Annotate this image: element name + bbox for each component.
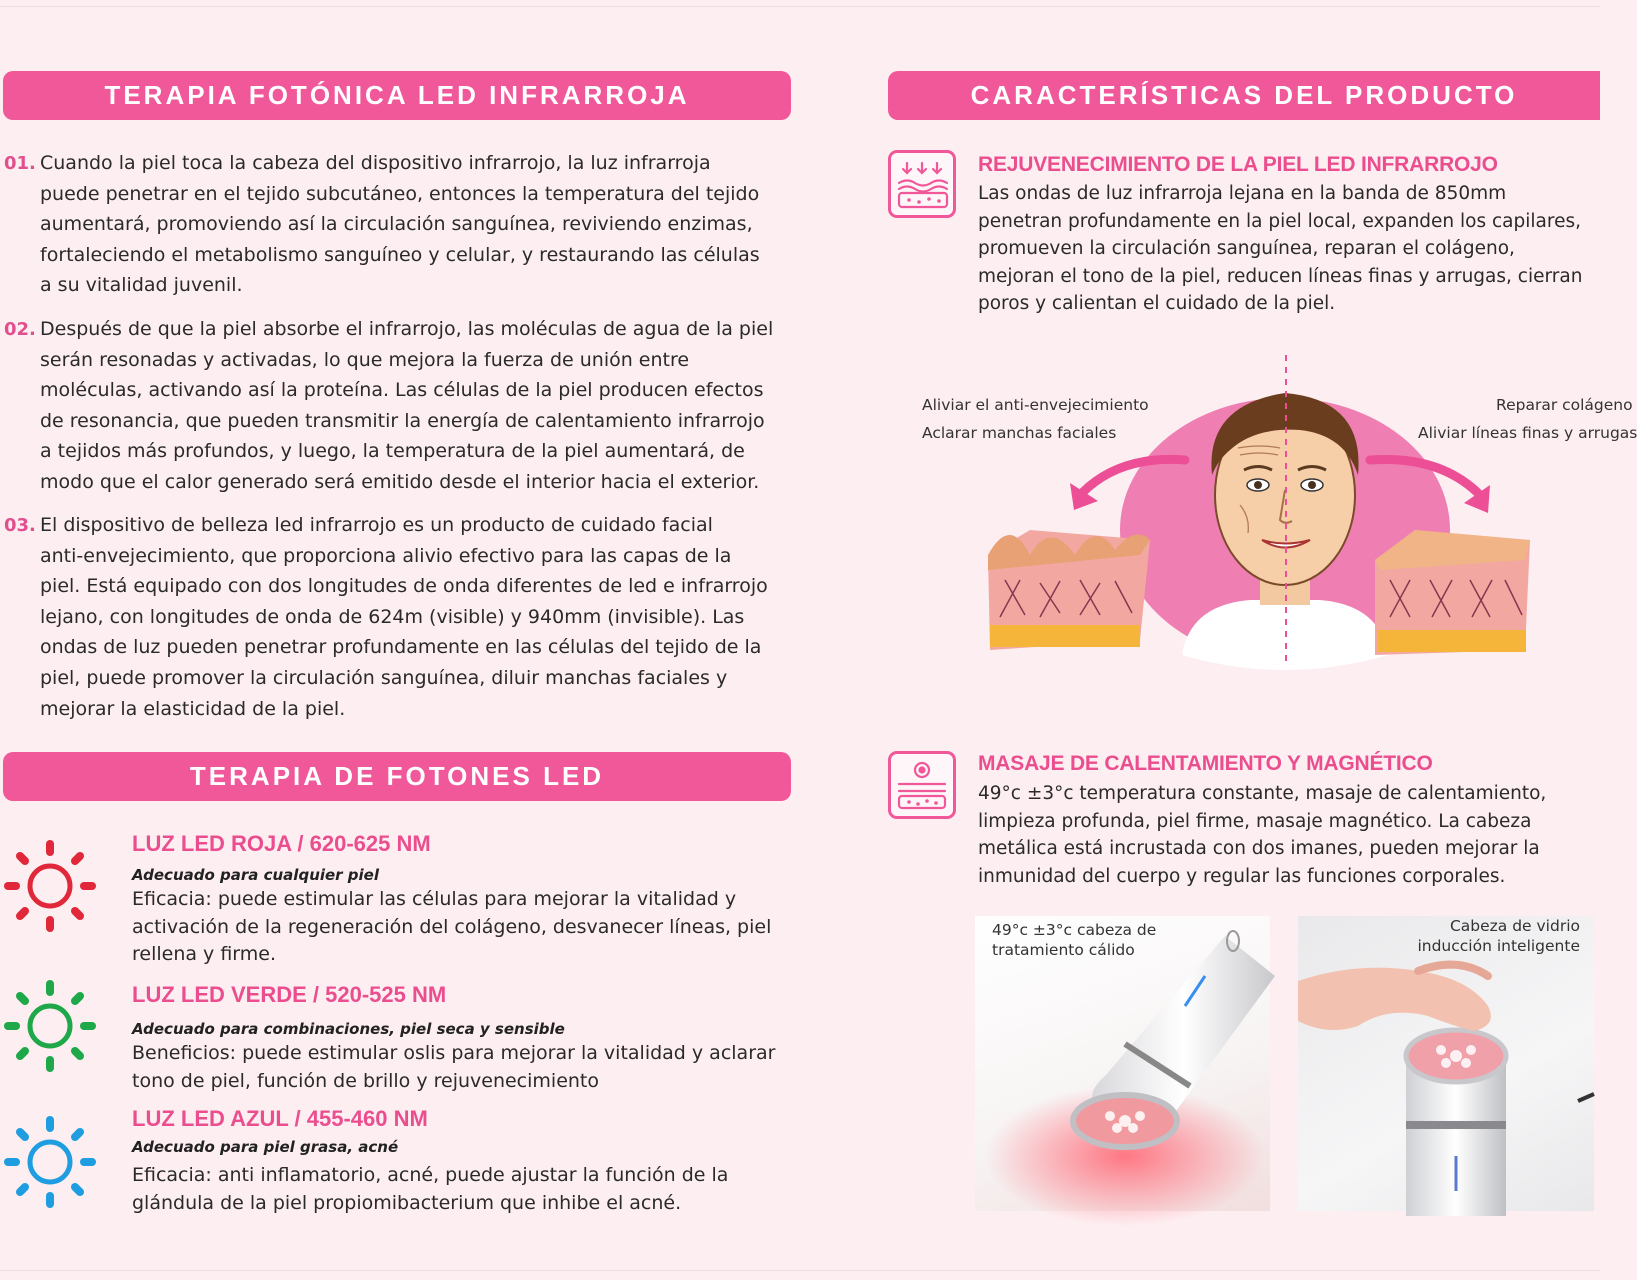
led-line: Eficacia: puede estimular las células para mejorar la vitalidad y — [132, 888, 737, 910]
paragraph-line: lejano, con longitudes de onda de 624m (visible) y 940mm (invisible). Las — [40, 605, 745, 628]
led-line: Eficacia: anti inflamatorio, acné, puede ajustar la función de la — [132, 1164, 729, 1186]
photo-label-line: tratamiento cálido — [992, 941, 1135, 959]
paragraph-line: piel, puede promover la circulación sanguínea, diluir manchas faciales y — [40, 666, 728, 689]
feature-line: penetran profundamente en la piel local, expanden los capilares, — [978, 210, 1581, 232]
led-blue-body — [132, 1162, 802, 1217]
led-green-body — [132, 1040, 802, 1095]
paragraph-01 — [4, 148, 794, 301]
paragraph-line: moléculas, activando así la proteína. Las células de la piel producen efectos — [40, 379, 764, 402]
led-green-title: LUZ LED VERDE / 520-525 NM — [132, 982, 447, 1007]
blue-sun-icon — [2, 1114, 98, 1210]
feature-rejuvenation-title: REJUVENECIMIENTO DE LA PIEL LED INFRARROJO — [978, 153, 1498, 176]
led-line: rellena y firme. — [132, 943, 277, 965]
feature-massage-title: MASAJE DE CALENTAMIENTO Y MAGNÉTICO — [978, 752, 1433, 775]
led-blue-title: LUZ LED AZUL / 455-460 NM — [132, 1106, 428, 1131]
green-sun-icon — [2, 978, 98, 1074]
red-sun-icon — [2, 838, 98, 934]
paragraph-line: fortaleciendo el metabolismo sanguíneo y celular, y restaurando las células — [40, 243, 760, 266]
paragraph-line: modo que el calor generado será emitido desde el interior hacia el exterior. — [40, 470, 760, 493]
feature-line: mejoran el tono de la piel, reducen líneas finas y arrugas, cierran — [978, 265, 1583, 287]
paragraph-number: 01. — [4, 153, 36, 174]
photo-label-line: 49°c ±3°c cabeza de — [992, 921, 1157, 939]
photo-warm-head-label — [992, 920, 1156, 960]
photo-glass-head-label — [1417, 916, 1580, 956]
led-line: activación de la regeneración del colágeno, desvanecer líneas, piel — [132, 915, 772, 938]
paragraph-line: serán resonadas y activadas, lo que mejora la fuerza de unión entre — [40, 348, 690, 371]
led-line: tono de piel, función de brillo y rejuvenecimiento — [132, 1069, 599, 1092]
paragraph-line: Después de que la piel absorbe el infrarrojo, las moléculas de agua de la piel — [40, 318, 774, 340]
paragraph-line: aumentará, promoviendo así la circulación sanguínea, reviviendo enzimas, — [40, 213, 753, 236]
banner-led-photon-therapy-text: TERAPIA DE FOTONES LED — [189, 761, 605, 791]
photo-label-line: inducción inteligente — [1417, 937, 1580, 955]
paragraph-03 — [4, 510, 794, 724]
feature-line: 49°c ±3°c temperatura constante, masaje de calentamiento, — [978, 783, 1547, 804]
paragraph-number: 02. — [4, 319, 36, 340]
bottom-divider — [0, 1270, 1600, 1271]
paragraph-02 — [4, 314, 794, 498]
face-labels-right-clip — [1418, 396, 1637, 450]
heat-massage-icon — [888, 751, 956, 819]
banner-product-features-text: CARACTERÍSTICAS DEL PRODUCTO — [970, 80, 1518, 110]
feature-rejuvenation-body — [978, 180, 1618, 318]
led-green-subtitle: Adecuado para combinaciones, piel seca y sensible — [132, 1020, 565, 1038]
led-line: glándula de la piel propiomibacterium que inhibe el acné. — [132, 1191, 682, 1214]
banner-led-photon-therapy — [3, 752, 791, 801]
face-label-collagen: Reparar colágeno — [1496, 396, 1633, 414]
paragraph-line: ondas de luz pueden penetrar profundamente en las células del tejido de la — [40, 636, 762, 659]
led-line: Beneficios: puede estimular oslis para mejorar la vitalidad y aclarar — [132, 1042, 776, 1064]
banner-infrared-therapy-text: TERAPIA FOTÓNICA LED INFRARROJA — [104, 80, 690, 110]
feature-massage-body — [978, 780, 1598, 890]
paragraph-line: a tejidos más profundos, y luego, la temperatura de la piel aumentará, de — [40, 440, 745, 463]
top-divider — [0, 6, 1600, 7]
led-red-title: LUZ LED ROJA / 620-625 NM — [132, 831, 431, 856]
feature-line: inmunidad del cuerpo y regular las funciones corporales. — [978, 865, 1506, 887]
banner-infrared-therapy — [3, 71, 791, 120]
banner-product-features — [888, 71, 1600, 120]
paragraph-line: de resonancia, que pueden transmitir la energía de calentamiento infrarrojo — [40, 409, 765, 432]
paragraph-line: anti-envejecimiento, que proporciona alivio efectivo para las capas de la — [40, 544, 732, 567]
face-label-anti-aging: Aliviar el anti-envejecimiento — [922, 396, 1149, 414]
paragraph-line: El dispositivo de belleza led infrarrojo es un producto de cuidado facial — [40, 514, 713, 536]
skin-layers-icon — [888, 150, 956, 218]
feature-line: promueven la circulación sanguínea, reparan el colágeno, — [978, 238, 1515, 259]
paragraph-line: Cuando la piel toca la cabeza del dispositivo infrarrojo, la luz infrarroja — [40, 152, 711, 174]
paragraph-line: piel. Está equipado con dos longitudes de onda diferentes de led e infrarrojo — [40, 575, 768, 598]
paragraph-line: a su vitalidad juvenil. — [40, 274, 243, 297]
led-red-body — [132, 886, 802, 969]
photo-label-line: Cabeza de vidrio — [1449, 917, 1580, 935]
feature-line: metálica está incrustada con dos imanes, pueden mejorar la — [978, 838, 1540, 859]
led-red-subtitle: Adecuado para cualquier piel — [132, 866, 379, 884]
face-label-wrinkles: Aliviar líneas finas y arrugas — [1418, 424, 1637, 442]
feature-line: poros y calientan el cuidado de la piel. — [978, 293, 1336, 314]
photo-glass-head — [1298, 916, 1594, 1211]
photo-warm-head — [975, 916, 1270, 1211]
paragraph-line: mejorar la elasticidad de la piel. — [40, 697, 346, 720]
face-label-spots: Aclarar manchas faciales — [922, 424, 1117, 442]
paragraph-line: puede penetrar en el tejido subcutáneo, entonces la temperatura del tejido — [40, 182, 760, 205]
feature-line: limpieza profunda, piel firme, masaje magnético. La cabeza — [978, 810, 1532, 832]
led-blue-subtitle: Adecuado para piel grasa, acné — [132, 1138, 399, 1156]
paragraph-number: 03. — [4, 515, 36, 536]
feature-line: Las ondas de luz infrarroja lejana en la banda de 850mm — [978, 183, 1507, 204]
